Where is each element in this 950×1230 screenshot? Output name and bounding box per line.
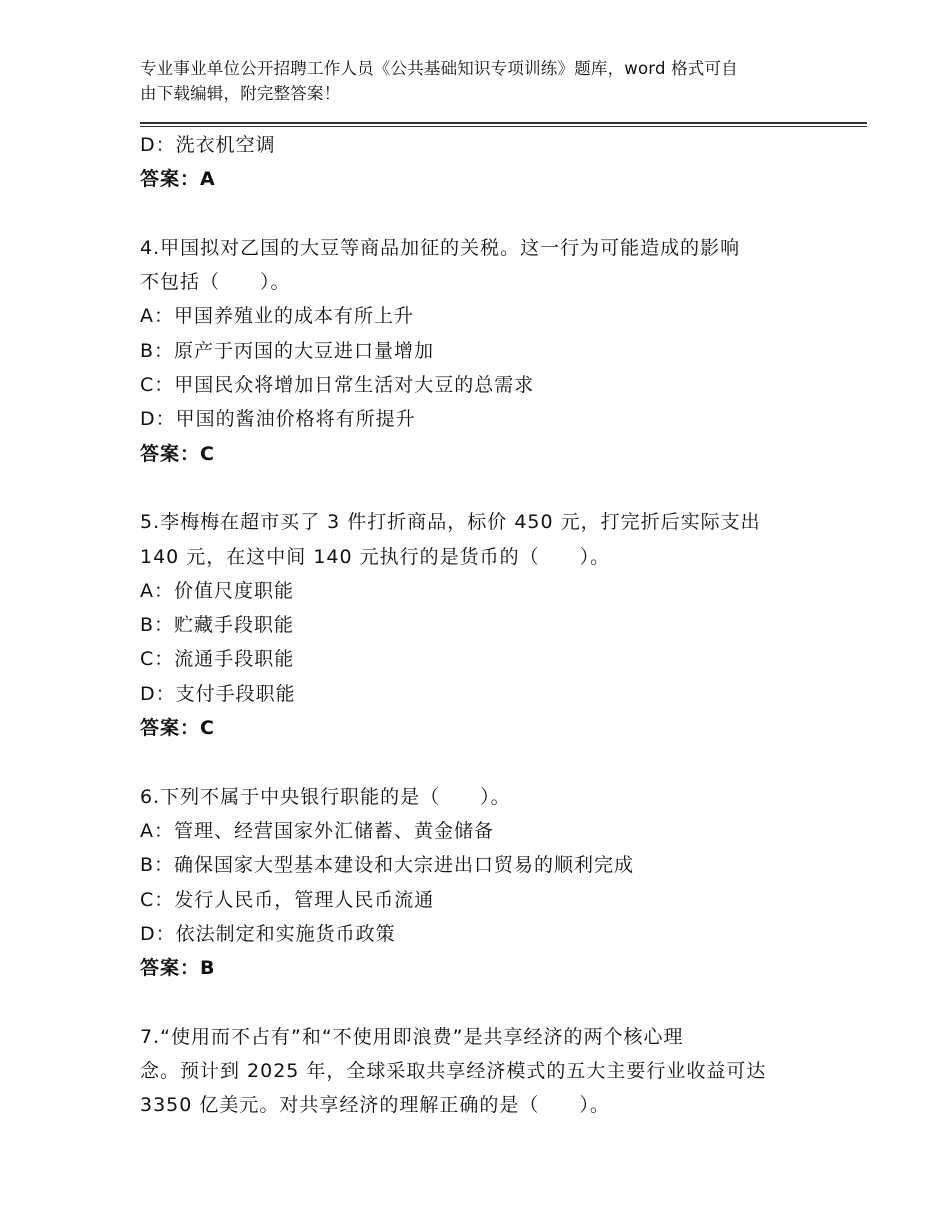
spacer: [140, 985, 840, 1019]
answer-line: 答案：C: [140, 717, 215, 740]
option-c: C：甲国民众将增加日常生活对大豆的总需求: [140, 374, 535, 397]
question-stem: 不包括（ ）。: [140, 271, 291, 294]
spacer: [140, 197, 840, 231]
header-line-1: 专业事业单位公开招聘工作人员《公共基础知识专项训练》题库，word 格式可自: [140, 59, 738, 78]
question-4: [140, 231, 840, 471]
option-c: C：流通手段职能: [140, 648, 295, 671]
option-d: D：依法制定和实施货币政策: [140, 922, 396, 945]
spacer: [140, 745, 840, 779]
option-a: A：管理、经营国家外汇储蓄、黄金储备: [140, 819, 494, 842]
header-line-2: 由下载编辑，附完整答案！: [140, 84, 341, 103]
question-stem: 7.“使用而不占有”和“不使用即浪费”是共享经济的两个核心理: [140, 1025, 684, 1048]
answer-line: 答案：B: [140, 957, 216, 980]
question-6: [140, 780, 840, 986]
answer-line: 答案：C: [140, 442, 215, 465]
question-7: [140, 1020, 840, 1123]
option-d: D：洗衣机空调: [140, 134, 276, 156]
question-5: [140, 505, 840, 745]
question-content: [140, 128, 840, 1123]
option-d: D：甲国的酱油价格将有所提升: [140, 408, 416, 431]
header-rule-thin: [140, 126, 867, 127]
option-b: B：贮藏手段职能: [140, 614, 295, 637]
question-stem: 4.甲国拟对乙国的大豆等商品加征的关税。这一行为可能造成的影响: [140, 236, 741, 259]
question-stem: 140 元，在这中间 140 元执行的是货币的（ ）。: [140, 545, 611, 568]
question-stem: 6.下列不属于中央银行职能的是（ ）。: [140, 785, 511, 808]
option-a: A：价值尺度职能: [140, 579, 294, 602]
option-a: A：甲国养殖业的成本有所上升: [140, 305, 414, 328]
option-b: B：原产于丙国的大豆进口量增加: [140, 339, 435, 362]
question-stem: 5.李梅梅在超市买了 3 件打折商品，标价 450 元，打完折后实际支出: [140, 511, 761, 534]
option-b: B：确保国家大型基本建设和大宗进出口贸易的顺利完成: [140, 854, 635, 877]
option-c: C：发行人民币，管理人民币流通: [140, 888, 435, 911]
question-stem: 3350 亿美元。对共享经济的理解正确的是（ ）。: [140, 1094, 610, 1117]
answer-line: 答案：A: [140, 168, 216, 191]
question-stem: 念。预计到 2025 年，全球采取共享经济模式的五大主要行业收益可达: [140, 1060, 767, 1083]
document-header: [140, 56, 810, 106]
option-d: D：支付手段职能: [140, 682, 296, 705]
spacer: [140, 471, 840, 505]
header-rule-thick: [140, 122, 867, 124]
